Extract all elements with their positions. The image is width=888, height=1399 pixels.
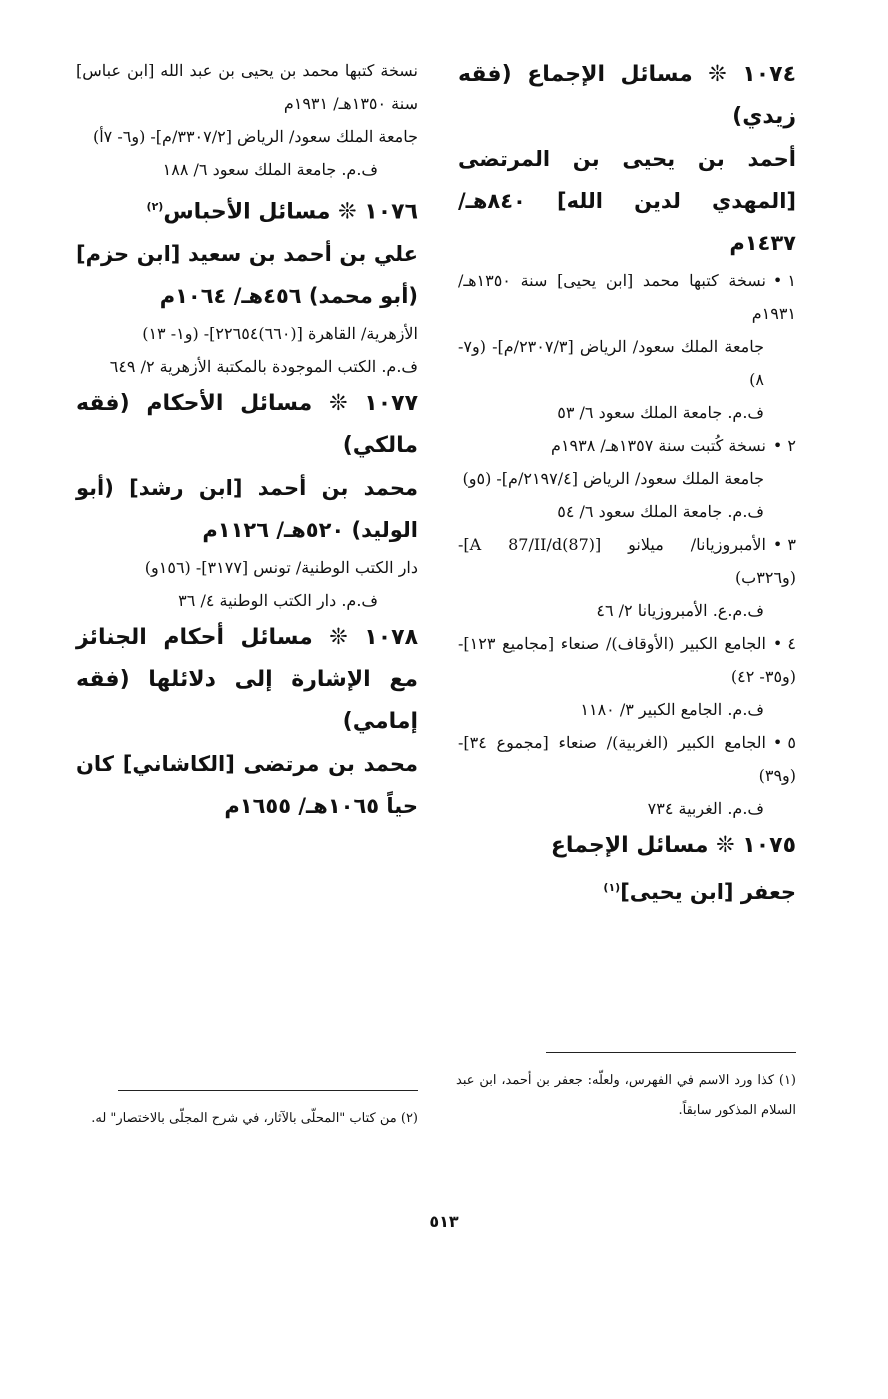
- item-number: ٢ •: [772, 436, 796, 455]
- item-text: الجامع الكبير (الأوقاف)/ صنعاء [مجاميع ١٢٣]- (و٣٥- ٤٢): [458, 634, 796, 686]
- list-item: [458, 726, 796, 792]
- right-column: [458, 54, 796, 913]
- author-name: جعفر [ابن يحيى]: [620, 880, 796, 904]
- entry-heading: ١٠٧٧ ❊ مسائل الأحكام (فقه مالكي): [76, 391, 418, 459]
- entry-author: [458, 867, 796, 913]
- entry-author: محمد بن مرتضى [الكاشاني] كان حياً ١٠٦٥هـ/ ١٦٥٥م: [76, 752, 418, 819]
- entry-author: محمد بن أحمد [ابن رشد] (أبو الوليد) ٥٢٠هـ/ ١١٢٦م: [76, 476, 418, 543]
- item-text: نسخة كُتبت سنة ١٣٥٧هـ/ ١٩٣٨م: [551, 436, 766, 455]
- item-reference: ف.م. الغربية ٧٣٤: [647, 799, 764, 818]
- item-number: ٣ •: [772, 535, 796, 554]
- item-number: ١ •: [772, 271, 796, 290]
- item-number: ٤ •: [772, 634, 796, 653]
- list-item: [458, 528, 796, 594]
- entry-author: أحمد بن يحيى بن المرتضى [المهدي لدين الله] ٨٤٠هـ/ ١٤٣٧م: [458, 147, 796, 255]
- footnote-divider: [546, 1052, 796, 1053]
- left-column: [76, 54, 418, 827]
- item-text: الأمبروزيانا/ ميلانو [(87)A 87/II/d]- (و٣٢٦ب): [458, 535, 796, 587]
- footnote-divider: [118, 1090, 418, 1091]
- entry-author: علي بن أحمد بن سعيد [ابن حزم] (أبو محمد) ٤٥٦هـ/ ١٠٦٤م: [76, 242, 418, 309]
- item-reference: ف.م. الجامع الكبير ٣/ ١١٨٠: [580, 700, 764, 719]
- list-item: [458, 429, 796, 462]
- heading-text: ١٠٧٦ ❊ مسائل الأحباس: [163, 199, 418, 225]
- entry-heading: ١٠٧٤ ❊ مسائل الإجماع (فقه زيدي): [458, 62, 796, 129]
- item-text: نسخة كتبها محمد [ابن يحيى] سنة ١٣٥٠هـ/ ١٩٣١م: [458, 271, 796, 323]
- item-location: جامعة الملك سعود/ الرياض [٣٣٠٧/٢/م]- (و٦- ٧أ): [92, 127, 418, 146]
- list-item: [458, 264, 796, 330]
- footnote-left: (٢) من كتاب "المحلّى بالآثار، في شرح المجلّى بالاختصار" له.: [91, 1111, 418, 1126]
- entry-heading: ١٠٧٨ ❊ مسائل أحكام الجنائز مع الإشارة إلى دلائلها (فقه إمامي): [76, 625, 418, 735]
- item-location: الأزهرية/ القاهرة [(٦٦٠)٢٢٦٥٤]- (و١- ١٣): [142, 324, 418, 344]
- entry-heading: ١٠٧٥ ❊ مسائل الإجماع: [550, 833, 796, 858]
- footnote-right: (١) كذا ورد الاسم في الفهرس، ولعلّه: جعفر بن أحمد، ابن عبد السلام المذكور سابقاً.: [456, 1073, 796, 1118]
- continued-item-text: نسخة كتبها محمد بن يحيى بن عبد الله [ابن عباس] سنة ١٣٥٠هـ/ ١٩٣١م: [76, 61, 418, 113]
- item-number: ٥ •: [772, 733, 796, 752]
- manuscript-list: [458, 264, 796, 825]
- item-reference: ف.م. جامعة الملك سعود ٦/ ٥٣: [557, 403, 764, 422]
- page-number: ٥١٣: [429, 1212, 459, 1231]
- item-location: جامعة الملك سعود/ الرياض [٢١٩٧/٤/م]- (٥و): [462, 469, 764, 488]
- item-location: جامعة الملك سعود/ الرياض [٢٣٠٧/٣/م]- (و٧- ٨): [458, 337, 765, 389]
- item-reference: ف.م. دار الكتب الوطنية ٤/ ٣٦: [178, 591, 378, 611]
- item-text: الجامع الكبير (الغربية)/ صنعاء [مجموع ٣٤]- (و٣٩): [458, 733, 796, 785]
- footnote-marker: (٢): [146, 200, 164, 213]
- item-reference: ف.م. جامعة الملك سعود ٦/ ١٨٨: [162, 160, 378, 179]
- item-reference: ف.م.ع. الأمبروزيانا ٢/ ٤٦: [596, 601, 764, 620]
- item-reference: ف.م. الكتب الموجودة بالمكتبة الأزهرية ٢/ ٦٤٩: [109, 357, 418, 377]
- item-location: دار الكتب الوطنية/ تونس [٣١٧٧]- (١٥٦و): [144, 558, 418, 578]
- footnote-marker: (١): [603, 881, 621, 894]
- item-reference: ف.م. جامعة الملك سعود ٦/ ٥٤: [557, 502, 764, 521]
- entry-heading: [76, 186, 418, 233]
- list-item: [458, 627, 796, 693]
